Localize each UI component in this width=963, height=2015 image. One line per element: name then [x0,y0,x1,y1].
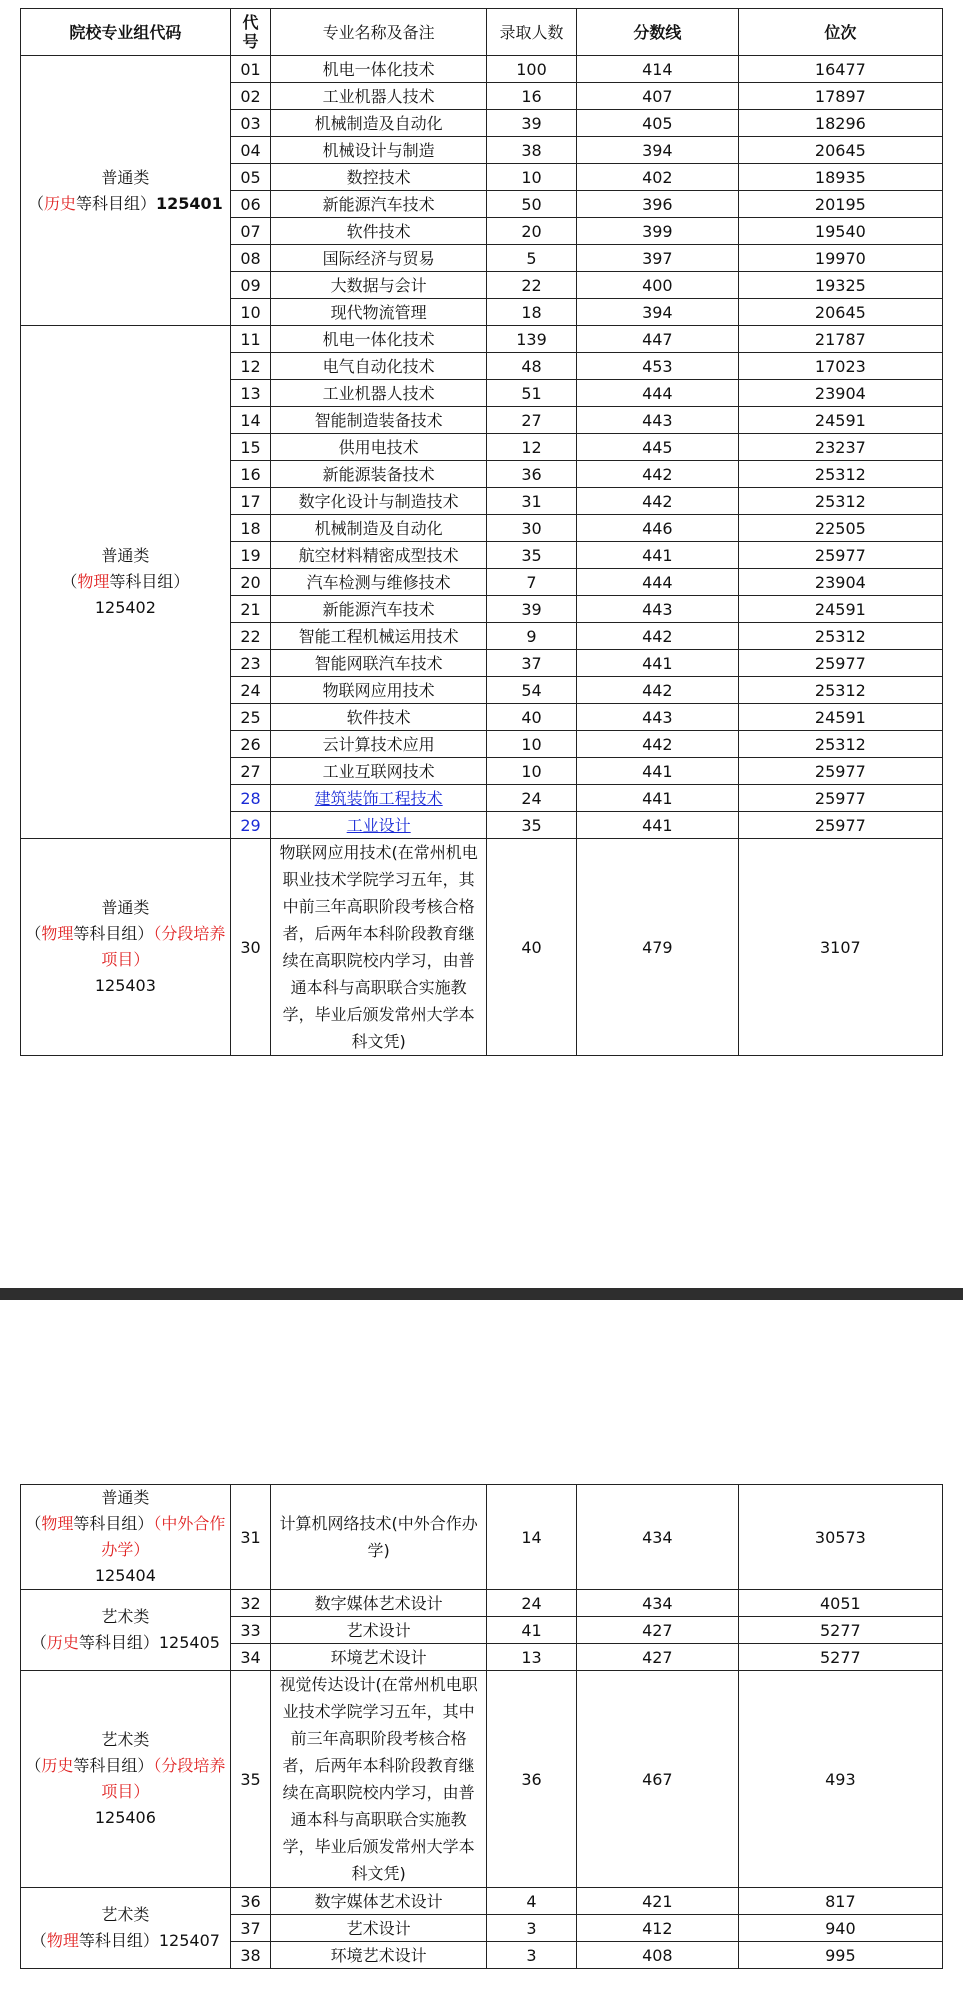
row-score: 414 [576,56,738,83]
row-code: 05 [230,164,271,191]
row-name: 软件技术 [271,704,487,731]
row-rank: 5277 [738,1644,942,1671]
table-row [21,839,943,1056]
group-open-paren: （ [30,1931,47,1950]
row-name: 机械制造及自动化 [271,110,487,137]
row-rank: 17897 [738,83,942,110]
row-code: 19 [230,542,271,569]
row-score: 434 [576,1590,738,1617]
table-header-row [21,9,943,56]
row-rank: 25312 [738,677,942,704]
row-score: 444 [576,380,738,407]
row-score: 441 [576,812,738,839]
row-code: 11 [230,326,271,353]
row-count: 10 [487,758,577,785]
row-score: 427 [576,1617,738,1644]
row-score: 421 [576,1888,738,1915]
row-count: 3 [487,1915,577,1942]
row-rank: 24591 [738,596,942,623]
row-code: 27 [230,758,271,785]
row-code: 36 [230,1888,271,1915]
group-open-paren: （ [25,1756,42,1775]
header-name: 专业名称及备注 [271,9,487,56]
group-prefix: 艺术类 [101,1730,150,1749]
row-score: 394 [576,137,738,164]
row-score: 442 [576,488,738,515]
group-prefix: 普通类 [101,546,150,565]
row-score: 444 [576,569,738,596]
row-name: 物联网应用技术(在常州机电职业技术学院学习五年，其中前三年高职阶段考核合格者，后两年本科阶段教育继续在高职院校内学习，由普通本科与高职联合实施教学，毕业后颁发常州大学本科文凭) [271,839,487,1056]
row-name: 数字媒体艺术设计 [271,1590,487,1617]
group-code: 125402 [94,598,156,617]
row-name: 国际经济与贸易 [271,245,487,272]
row-name: 智能网联汽车技术 [271,650,487,677]
row-name: 软件技术 [271,218,487,245]
row-count: 30 [487,515,577,542]
row-name: 供用电技术 [271,434,487,461]
row-rank: 19970 [738,245,942,272]
row-count: 36 [487,461,577,488]
row-rank: 5277 [738,1617,942,1644]
row-name: 艺术设计 [271,1915,487,1942]
row-name: 视觉传达设计(在常州机电职业技术学院学习五年，其中前三年高职阶段考核合格者，后两年本科阶段教育继续在高职院校内学习，由普通本科与高职联合实施教学，毕业后颁发常州大学本科文凭) [271,1671,487,1888]
row-count: 10 [487,164,577,191]
row-code: 15 [230,434,271,461]
row-code: 03 [230,110,271,137]
row-score: 442 [576,461,738,488]
row-score: 441 [576,758,738,785]
row-code: 02 [230,83,271,110]
row-rank: 25312 [738,461,942,488]
row-rank: 25312 [738,731,942,758]
row-name: 云计算技术应用 [271,731,487,758]
row-code: 24 [230,677,271,704]
row-name: 电气自动化技术 [271,353,487,380]
row-score: 441 [576,542,738,569]
row-count: 35 [487,812,577,839]
row-count: 14 [487,1485,577,1590]
row-rank: 995 [738,1942,942,1969]
row-count: 24 [487,1590,577,1617]
row-score: 396 [576,191,738,218]
row-count: 31 [487,488,577,515]
row-name: 计算机网络技术(中外合作办学) [271,1485,487,1590]
row-name: 汽车检测与维修技术 [271,569,487,596]
row-code: 34 [230,1644,271,1671]
row-count: 7 [487,569,577,596]
row-code: 29 [230,812,271,839]
row-name: 物联网应用技术 [271,677,487,704]
row-rank: 25977 [738,650,942,677]
row-count: 3 [487,1942,577,1969]
row-score: 447 [576,326,738,353]
group-tail: 等科目组） [78,1633,159,1652]
row-name: 工业互联网技术 [271,758,487,785]
group-subject: 历史 [43,193,76,213]
group-prefix: 艺术类 [101,1607,150,1626]
row-name: 现代物流管理 [271,299,487,326]
row-rank: 30573 [738,1485,942,1590]
row-score: 446 [576,515,738,542]
row-score: 442 [576,677,738,704]
row-rank: 24591 [738,704,942,731]
row-count: 39 [487,110,577,137]
row-code: 20 [230,569,271,596]
row-count: 4 [487,1888,577,1915]
row-rank: 22505 [738,515,942,542]
row-count: 16 [487,83,577,110]
row-count: 100 [487,56,577,83]
row-name-link[interactable]: 工业设计 [271,812,487,839]
row-count: 54 [487,677,577,704]
row-count: 27 [487,407,577,434]
row-name: 机电一体化技术 [271,326,487,353]
row-rank: 25977 [738,812,942,839]
group-extra: （分段培养项目） [101,1756,226,1801]
row-score: 399 [576,218,738,245]
row-count: 10 [487,731,577,758]
row-name: 工业机器人技术 [271,380,487,407]
row-score: 405 [576,110,738,137]
row-score: 400 [576,272,738,299]
row-name: 机械制造及自动化 [271,515,487,542]
group-code: 125405 [158,1633,220,1652]
row-score: 445 [576,434,738,461]
row-count: 37 [487,650,577,677]
row-score: 443 [576,704,738,731]
row-name: 航空材料精密成型技术 [271,542,487,569]
row-name: 大数据与会计 [271,272,487,299]
group-cell-125403 [21,839,231,1056]
group-code: 125406 [94,1808,156,1827]
row-count: 48 [487,353,577,380]
row-rank: 21787 [738,326,942,353]
row-count: 51 [487,380,577,407]
row-rank: 25977 [738,542,942,569]
row-rank: 23904 [738,569,942,596]
group-tail: 等科目组） [78,1931,159,1950]
row-name: 新能源汽车技术 [271,596,487,623]
row-name: 智能制造装备技术 [271,407,487,434]
row-count: 22 [487,272,577,299]
row-rank: 19540 [738,218,942,245]
group-tail: 等科目组） [75,193,156,213]
row-rank: 24591 [738,407,942,434]
row-count: 35 [487,542,577,569]
group-subject: 物理 [41,924,74,943]
group-code: 125403 [94,976,156,995]
group-code: 125404 [94,1566,156,1585]
group-tail: 等科目组） [109,572,190,591]
group-cell-125404 [21,1485,231,1590]
table-row [21,1671,943,1888]
row-score: 442 [576,731,738,758]
row-name: 环境艺术设计 [271,1644,487,1671]
group-subject: 历史 [41,1756,74,1775]
row-rank: 25977 [738,785,942,812]
row-code: 13 [230,380,271,407]
row-count: 39 [487,596,577,623]
group-open-paren: （ [30,1633,47,1652]
row-score: 442 [576,623,738,650]
group-cell-125402 [21,326,231,839]
row-count: 20 [487,218,577,245]
group-prefix: 普通类 [101,167,150,187]
row-score: 467 [576,1671,738,1888]
row-code: 31 [230,1485,271,1590]
row-rank: 17023 [738,353,942,380]
group-subject: 物理 [77,572,110,591]
group-code: 125401 [156,193,223,213]
row-rank: 817 [738,1888,942,1915]
group-cell-125405 [21,1590,231,1671]
table-row [21,1485,943,1590]
group-extra: （分段培养项目） [101,924,226,969]
row-code: 23 [230,650,271,677]
row-score: 408 [576,1942,738,1969]
row-code: 17 [230,488,271,515]
row-name: 数控技术 [271,164,487,191]
row-rank: 3107 [738,839,942,1056]
row-rank: 20645 [738,137,942,164]
row-code: 32 [230,1590,271,1617]
row-name: 机械设计与制造 [271,137,487,164]
row-name: 新能源装备技术 [271,461,487,488]
group-tail: 等科目组） [73,1514,154,1533]
table-row [21,1888,943,1915]
row-rank: 18935 [738,164,942,191]
row-code: 37 [230,1915,271,1942]
row-code: 25 [230,704,271,731]
row-code: 09 [230,272,271,299]
row-name: 数字媒体艺术设计 [271,1888,487,1915]
row-score: 453 [576,353,738,380]
header-count: 录取人数 [487,9,577,56]
header-group: 院校专业组代码 [21,9,231,56]
row-rank: 23237 [738,434,942,461]
group-open-paren: （ [25,1514,42,1533]
row-code: 18 [230,515,271,542]
group-extra: （中外合作办学） [101,1514,226,1559]
row-count: 40 [487,839,577,1056]
row-name: 智能工程机械运用技术 [271,623,487,650]
row-code: 01 [230,56,271,83]
row-code: 08 [230,245,271,272]
group-open-paren: （ [61,572,78,591]
row-code: 35 [230,1671,271,1888]
admission-table-part2 [20,1484,943,1969]
row-score: 394 [576,299,738,326]
row-rank: 20195 [738,191,942,218]
row-code: 10 [230,299,271,326]
group-open-paren: （ [25,924,42,943]
row-code: 07 [230,218,271,245]
row-code: 16 [230,461,271,488]
admission-table-part1 [20,8,943,1056]
row-code: 21 [230,596,271,623]
group-subject: 历史 [46,1633,79,1652]
row-rank: 25312 [738,623,942,650]
row-code: 06 [230,191,271,218]
row-rank: 940 [738,1915,942,1942]
row-score: 443 [576,596,738,623]
header-code: 代号 [230,9,271,56]
group-cell-125407 [21,1888,231,1969]
group-prefix: 艺术类 [101,1905,150,1924]
row-name-link[interactable]: 建筑装饰工程技术 [271,785,487,812]
row-name: 数字化设计与制造技术 [271,488,487,515]
row-name: 环境艺术设计 [271,1942,487,1969]
row-count: 139 [487,326,577,353]
table-row [21,1590,943,1617]
row-code: 22 [230,623,271,650]
row-code: 28 [230,785,271,812]
group-prefix: 普通类 [101,898,150,917]
group-cell-125401 [21,56,231,326]
table-row [21,326,943,353]
row-name: 艺术设计 [271,1617,487,1644]
row-rank: 20645 [738,299,942,326]
row-count: 41 [487,1617,577,1644]
row-code: 26 [230,731,271,758]
row-count: 5 [487,245,577,272]
row-count: 40 [487,704,577,731]
page-separator-bar [0,1288,963,1300]
row-count: 9 [487,623,577,650]
row-count: 24 [487,785,577,812]
row-rank: 16477 [738,56,942,83]
row-score: 397 [576,245,738,272]
row-count: 36 [487,1671,577,1888]
group-open-paren: （ [27,193,44,213]
row-score: 443 [576,407,738,434]
row-score: 412 [576,1915,738,1942]
row-score: 407 [576,83,738,110]
row-name: 工业机器人技术 [271,83,487,110]
row-score: 427 [576,1644,738,1671]
row-score: 441 [576,785,738,812]
row-code: 04 [230,137,271,164]
row-score: 441 [576,650,738,677]
row-rank: 25312 [738,488,942,515]
row-code: 12 [230,353,271,380]
group-code: 125407 [158,1931,220,1950]
row-score: 479 [576,839,738,1056]
group-cell-125406 [21,1671,231,1888]
group-tail: 等科目组） [73,1756,154,1775]
row-name: 机电一体化技术 [271,56,487,83]
row-rank: 19325 [738,272,942,299]
row-rank: 18296 [738,110,942,137]
row-count: 12 [487,434,577,461]
group-tail: 等科目组） [73,924,154,943]
row-count: 18 [487,299,577,326]
row-count: 13 [487,1644,577,1671]
row-rank: 493 [738,1671,942,1888]
group-prefix: 普通类 [101,1488,150,1507]
group-subject: 物理 [41,1514,74,1533]
row-code: 30 [230,839,271,1056]
row-count: 50 [487,191,577,218]
row-score: 434 [576,1485,738,1590]
row-score: 402 [576,164,738,191]
header-score: 分数线 [576,9,738,56]
row-rank: 25977 [738,758,942,785]
row-code: 33 [230,1617,271,1644]
row-code: 14 [230,407,271,434]
header-rank: 位次 [738,9,942,56]
row-rank: 4051 [738,1590,942,1617]
row-rank: 23904 [738,380,942,407]
table-row [21,56,943,83]
row-count: 38 [487,137,577,164]
row-code: 38 [230,1942,271,1969]
group-subject: 物理 [46,1931,79,1950]
row-name: 新能源汽车技术 [271,191,487,218]
